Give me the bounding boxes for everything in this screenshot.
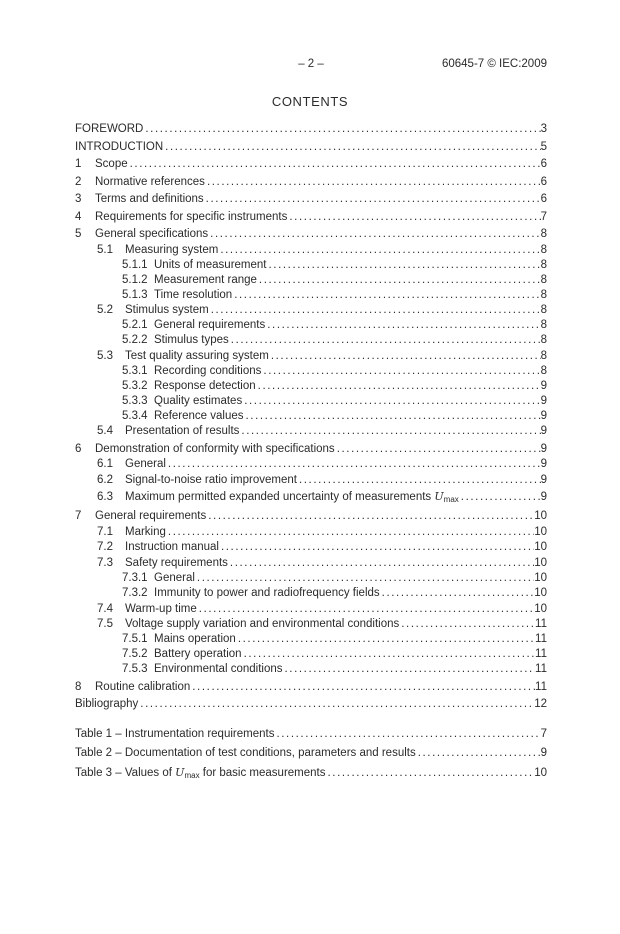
toc-entry-row <box>75 556 547 571</box>
toc-entry-title: Routine calibration <box>95 680 191 693</box>
toc-entry-row <box>75 571 547 586</box>
toc-entry-number: 5.2 <box>97 304 113 317</box>
toc-entry-title: INTRODUCTION <box>75 140 164 153</box>
toc-entry-number: 6.3 <box>97 490 113 503</box>
umax-symbol: $U_{max}$ <box>434 489 459 504</box>
contents-heading: CONTENTS <box>271 94 349 109</box>
toc-entry-page: 11 <box>535 618 547 631</box>
dot-leader <box>241 424 540 439</box>
toc-entry-number: 5.3 <box>97 349 113 362</box>
toc-entry-number: 5.1 <box>97 243 113 256</box>
dot-leader <box>192 680 535 695</box>
document-reference: 60645-7 © IEC:2009 <box>441 58 547 70</box>
toc-entry-page: 9 <box>540 394 547 407</box>
toc-entry-title: Bibliography <box>75 698 139 711</box>
toc-entry-page: 8 <box>540 228 547 240</box>
document-page <box>0 57 620 934</box>
toc-entry-page: 9 <box>540 425 547 438</box>
table-index-entry-title: Table 2 – Documentation of test conditions, parameters and results <box>75 747 416 760</box>
dot-leader <box>221 540 534 555</box>
toc-entry-page: 9 <box>540 409 547 422</box>
toc-entry-number: 7.3.2 <box>122 586 148 599</box>
dot-leader <box>220 243 540 258</box>
toc-entry-page: 10 <box>534 586 547 599</box>
dot-leader <box>207 175 541 190</box>
toc-entry-number: 5.1.2 <box>122 273 148 286</box>
toc-entry-row <box>75 697 547 712</box>
toc-entry-number: 5.1.3 <box>122 288 148 301</box>
dot-leader <box>199 602 534 617</box>
dot-leader <box>382 586 535 601</box>
toc-entry-row <box>75 157 547 172</box>
dot-leader <box>206 192 541 207</box>
toc-entry-page: 11 <box>535 663 547 676</box>
dot-leader <box>244 647 535 662</box>
toc-entry-row <box>75 586 547 601</box>
toc-entry-title: General <box>154 571 195 584</box>
toc-entry-row <box>75 140 547 155</box>
toc-entry-title: Instruction manual <box>125 541 219 554</box>
dot-leader <box>168 525 534 540</box>
page-header <box>75 57 547 71</box>
toc-entry-page: 9 <box>540 379 547 392</box>
toc-entry-row <box>75 509 547 524</box>
table-index-entry-page: 9 <box>540 747 547 760</box>
dot-leader <box>401 617 535 632</box>
toc-entry-row <box>75 602 547 617</box>
toc-entry-title: Immunity to power and radiofrequency fields <box>154 586 380 599</box>
toc-entry-row <box>75 364 547 379</box>
toc-entry-title: Warm-up time <box>125 602 197 615</box>
toc-entry-number: 7.5 <box>97 618 113 631</box>
toc-entry-title: General requirements <box>95 510 207 523</box>
toc-entry-title: Scope <box>95 158 128 170</box>
toc-entry-row <box>75 442 547 457</box>
dot-leader <box>140 697 534 712</box>
table-index-list <box>75 727 547 783</box>
toc-entry-title: Voltage supply variation and environmental conditions <box>125 618 400 631</box>
umax-symbol: $U_{max}$ <box>175 766 200 781</box>
toc-entry-title: General <box>125 458 166 471</box>
dot-leader <box>246 409 541 424</box>
toc-entry-page: 9 <box>540 458 547 471</box>
toc-entry-row <box>75 424 547 439</box>
toc-entry-row <box>75 192 547 207</box>
toc-entry-page: 9 <box>540 490 547 503</box>
toc-entry-number: 7 <box>75 510 82 523</box>
toc-entry-row <box>75 680 547 695</box>
toc-entry-page: 8 <box>540 319 547 332</box>
toc-entry-title: FOREWORD <box>75 123 144 135</box>
toc-entry-page: 6 <box>540 158 547 170</box>
toc-entry-row <box>75 379 547 394</box>
toc-entry-title: General specifications <box>95 228 209 240</box>
table-index-entry-title: Table 3 – Values of $U_{max}$ for basic measurements <box>75 766 326 781</box>
toc-entry-page: 10 <box>534 602 547 615</box>
toc-entry-title: Presentation of results <box>125 425 240 438</box>
toc-entry-page: 10 <box>534 525 547 538</box>
toc-entry-title: Measuring system <box>125 243 219 256</box>
toc-entry-number: 4 <box>75 210 82 223</box>
toc-entry-number: 5.4 <box>97 425 113 438</box>
toc-entry-title: Test quality assuring system <box>125 349 269 362</box>
table-index-entry-row <box>75 765 547 783</box>
toc-entry-title: Maximum permitted expanded uncertainty of measurements $U_{max}$ <box>125 489 459 504</box>
toc-entry-number: 5.3.2 <box>122 379 148 392</box>
dot-leader <box>168 457 541 472</box>
toc-entry-number: 5.2.2 <box>122 334 148 347</box>
toc-entry-row <box>75 489 547 507</box>
dot-leader <box>258 379 541 394</box>
toc-entry-row <box>75 318 547 333</box>
dot-leader <box>130 157 541 172</box>
toc-entry-row <box>75 525 547 540</box>
toc-entry-page: 3 <box>540 123 547 135</box>
dot-leader <box>328 766 535 781</box>
toc-entry-number: 6.2 <box>97 474 113 487</box>
toc-entry-row <box>75 288 547 303</box>
toc-entry-page: 8 <box>540 349 547 362</box>
toc-entry-title: Environmental conditions <box>154 663 283 676</box>
toc-entry-number: 5.2.1 <box>122 319 148 332</box>
toc-entry-number: 2 <box>75 175 82 188</box>
toc-entry-number: 7.5.1 <box>122 633 148 646</box>
toc-entry-title: Requirements for specific instruments <box>95 210 288 223</box>
toc-entry-number: 5 <box>75 228 82 240</box>
toc-entry-number: 7.2 <box>97 541 113 554</box>
dot-leader <box>267 318 540 333</box>
toc-entry-number: 6.1 <box>97 458 113 471</box>
toc-entry-title: Signal-to-noise ratio improvement <box>125 474 297 487</box>
toc-entry-title: General requirements <box>154 319 266 332</box>
toc-entry-title: Measurement range <box>154 273 257 286</box>
toc-entry-row <box>75 210 547 225</box>
toc-entry-row <box>75 303 547 318</box>
dot-leader <box>263 364 540 379</box>
toc-entry-page: 11 <box>535 633 547 646</box>
dot-leader <box>461 490 541 505</box>
toc-entry-row <box>75 409 547 424</box>
toc-entry-page: 8 <box>540 364 547 377</box>
table-index-entry-page: 10 <box>534 767 547 780</box>
table-index-entry-title: Table 1 – Instrumentation requirements <box>75 728 275 741</box>
toc-entry-page: 8 <box>540 258 547 271</box>
toc-entry-page: 7 <box>540 210 547 223</box>
toc-entry-row <box>75 227 547 242</box>
toc-entry-title: Stimulus types <box>154 334 229 347</box>
toc-entry-number: 6 <box>75 442 82 455</box>
toc-entry-row <box>75 258 547 273</box>
toc-entry-page: 10 <box>534 541 547 554</box>
toc-entry-number: 7.4 <box>97 602 113 615</box>
toc-list <box>75 122 547 712</box>
toc-entry-title: Response detection <box>154 379 256 392</box>
dot-leader <box>276 727 540 742</box>
toc-entry-page: 12 <box>534 698 547 711</box>
toc-entry-row <box>75 394 547 409</box>
toc-entry-number: 5.3.4 <box>122 409 148 422</box>
dot-leader <box>210 227 540 242</box>
toc-entry-row <box>75 540 547 555</box>
toc-entry-row <box>75 243 547 258</box>
toc-entry-row <box>75 617 547 632</box>
toc-entry-row <box>75 632 547 647</box>
toc-entry-number: 5.3.1 <box>122 364 148 377</box>
toc-entry-row <box>75 647 547 662</box>
toc-entry-page: 10 <box>534 510 547 523</box>
dot-leader <box>285 662 536 677</box>
toc-entry-title: Recording conditions <box>154 364 262 377</box>
toc-entry-row <box>75 662 547 677</box>
dot-leader <box>259 273 541 288</box>
toc-entry-page: 8 <box>540 273 547 286</box>
toc-entry-number: 5.3.3 <box>122 394 148 407</box>
toc-entry-row <box>75 273 547 288</box>
toc-entry-page: 11 <box>535 648 547 661</box>
page-number-marker: – 2 – <box>298 58 324 70</box>
toc-entry-title: Normative references <box>95 175 205 188</box>
toc-entry-title: Units of measurement <box>154 258 267 271</box>
table-index-entry-row <box>75 746 547 761</box>
dot-leader <box>244 394 540 409</box>
dot-leader <box>337 442 541 457</box>
toc-entry-page: 6 <box>540 193 547 205</box>
toc-entry-title: Quality estimates <box>154 394 243 407</box>
toc-entry-number: 7.5.2 <box>122 648 148 661</box>
dot-leader <box>211 303 541 318</box>
dot-leader <box>238 632 535 647</box>
dot-leader <box>299 473 541 488</box>
dot-leader <box>165 140 540 155</box>
toc-entry-title: Reference values <box>154 409 244 422</box>
toc-entry-number: 7.5.3 <box>122 663 148 676</box>
dot-leader <box>230 556 534 571</box>
dot-leader <box>289 210 540 225</box>
toc-entry-title: Demonstration of conformity with specifications <box>95 442 335 455</box>
toc-entry-page: 9 <box>540 442 547 455</box>
toc-entry-row <box>75 457 547 472</box>
toc-entry-row <box>75 349 547 364</box>
toc-entry-row <box>75 122 547 137</box>
toc-entry-page: 10 <box>534 571 547 584</box>
dot-leader <box>418 746 541 761</box>
toc-entry-number: 7.3 <box>97 556 113 569</box>
toc-entry-page: 8 <box>540 288 547 301</box>
toc-entry-number: 1 <box>75 158 82 170</box>
toc-entry-title: Mains operation <box>154 633 236 646</box>
toc-entry-row <box>75 175 547 190</box>
toc-entry-title: Battery operation <box>154 648 242 661</box>
toc-entry-number: 3 <box>75 193 82 205</box>
toc-entry-page: 8 <box>540 243 547 256</box>
toc-entry-title: Terms and definitions <box>95 193 204 205</box>
toc-entry-page: 10 <box>534 556 547 569</box>
dot-leader <box>197 571 534 586</box>
dot-leader <box>145 122 540 137</box>
toc-entry-number: 7.3.1 <box>122 571 148 584</box>
toc-entry-row <box>75 473 547 488</box>
dot-leader <box>269 258 541 273</box>
toc-entry-page: 6 <box>540 175 547 188</box>
toc-entry-title: Time resolution <box>154 288 233 301</box>
toc-entry-page: 9 <box>540 474 547 487</box>
toc-entry-page: 8 <box>540 304 547 317</box>
toc-entry-number: 8 <box>75 680 82 693</box>
toc-entry-page: 5 <box>540 140 547 153</box>
toc-entry-number: 5.1.1 <box>122 258 148 271</box>
table-index-entry-row <box>75 727 547 742</box>
toc-entry-title: Stimulus system <box>125 304 209 317</box>
toc-entry-page: 11 <box>535 680 547 693</box>
dot-leader <box>231 333 541 348</box>
toc-entry-title: Marking <box>125 525 166 538</box>
table-index-entry-page: 7 <box>540 728 547 741</box>
dot-leader <box>234 288 540 303</box>
dot-leader <box>271 349 541 364</box>
toc-entry-page: 8 <box>540 334 547 347</box>
toc-entry-number: 7.1 <box>97 525 113 538</box>
dot-leader <box>208 509 534 524</box>
toc-entry-row <box>75 333 547 348</box>
toc-entry-title: Safety requirements <box>125 556 228 569</box>
